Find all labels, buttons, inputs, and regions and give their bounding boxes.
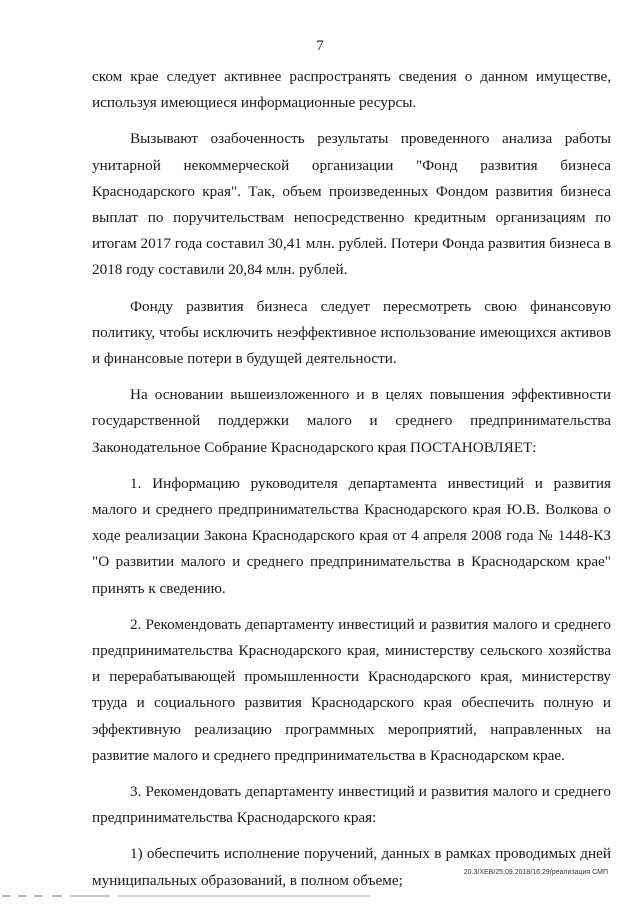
scan-edge-marks bbox=[0, 893, 640, 899]
paragraph: 2. Рекомендовать департаменту инвестиций и развития малого и среднего предпринимательства Краснодарского края, министерству сельского хозяйства и перерабатывающей промышленности Краснодарского края, министерству труда и социального развития Краснодарского края обеспечить полную и эффективную реализацию программных мероприятий, направленных на развитие малого и среднего предпринимательства в Краснодарском крае. bbox=[92, 615, 611, 764]
paragraph: 3. Рекомендовать департаменту инвестиций и развития малого и среднего предпринимательства Краснодарского края: bbox=[92, 783, 611, 827]
page-number: 7 bbox=[316, 38, 324, 54]
paragraph: 1. Информацию руководителя департамента инвестиций и развития малого и среднего предпринимательства Краснодарского края Ю.В. Волкова о ходе реализации Закона Краснодарского края от 4 апреля 2008 года № 1448-КЗ "О развитии малого и среднего предпринимательства в Краснодарском крае" принять к сведению. bbox=[92, 474, 611, 597]
document-body bbox=[92, 64, 611, 904]
footer-document-code: 20.3/ХЕВ/25.09.2018/16:29/реализация СМП bbox=[463, 869, 608, 876]
paragraph: На основании вышеизложенного и в целях повышения эффективности государственной поддержки малого и среднего предпринимательства Законодательное Собрание Краснодарского края ПОСТАНОВЛЯЕТ: bbox=[92, 386, 611, 456]
paragraph: 1) обеспечить исполнение поручений, данных в рамках проводимых дней муниципальных образований, в полном объеме; bbox=[92, 845, 611, 889]
paragraph: Фонду развития бизнеса следует пересмотреть свою финансовую политику, чтобы исключить неэффективное использование имеющихся активов и финансовые потери в будущей деятельности. bbox=[92, 297, 611, 368]
paragraph: ском крае следует активнее распространять сведения о данном имуществе, используя имеющиеся информационные ресурсы. bbox=[92, 68, 611, 112]
paragraph: Вызывают озабоченность результаты проведенного анализа работы унитарной некоммерческой организации "Фонд развития бизнеса Краснодарского края". Так, объем произведенных Фондом развития бизнеса выплат по поручительствам непосредственно кредитным организациям по итогам 2017 года составил 30,41 млн. рублей. Потери Фонда развития бизнеса в 2018 году составили 20,84 млн. рублей. bbox=[92, 130, 611, 279]
